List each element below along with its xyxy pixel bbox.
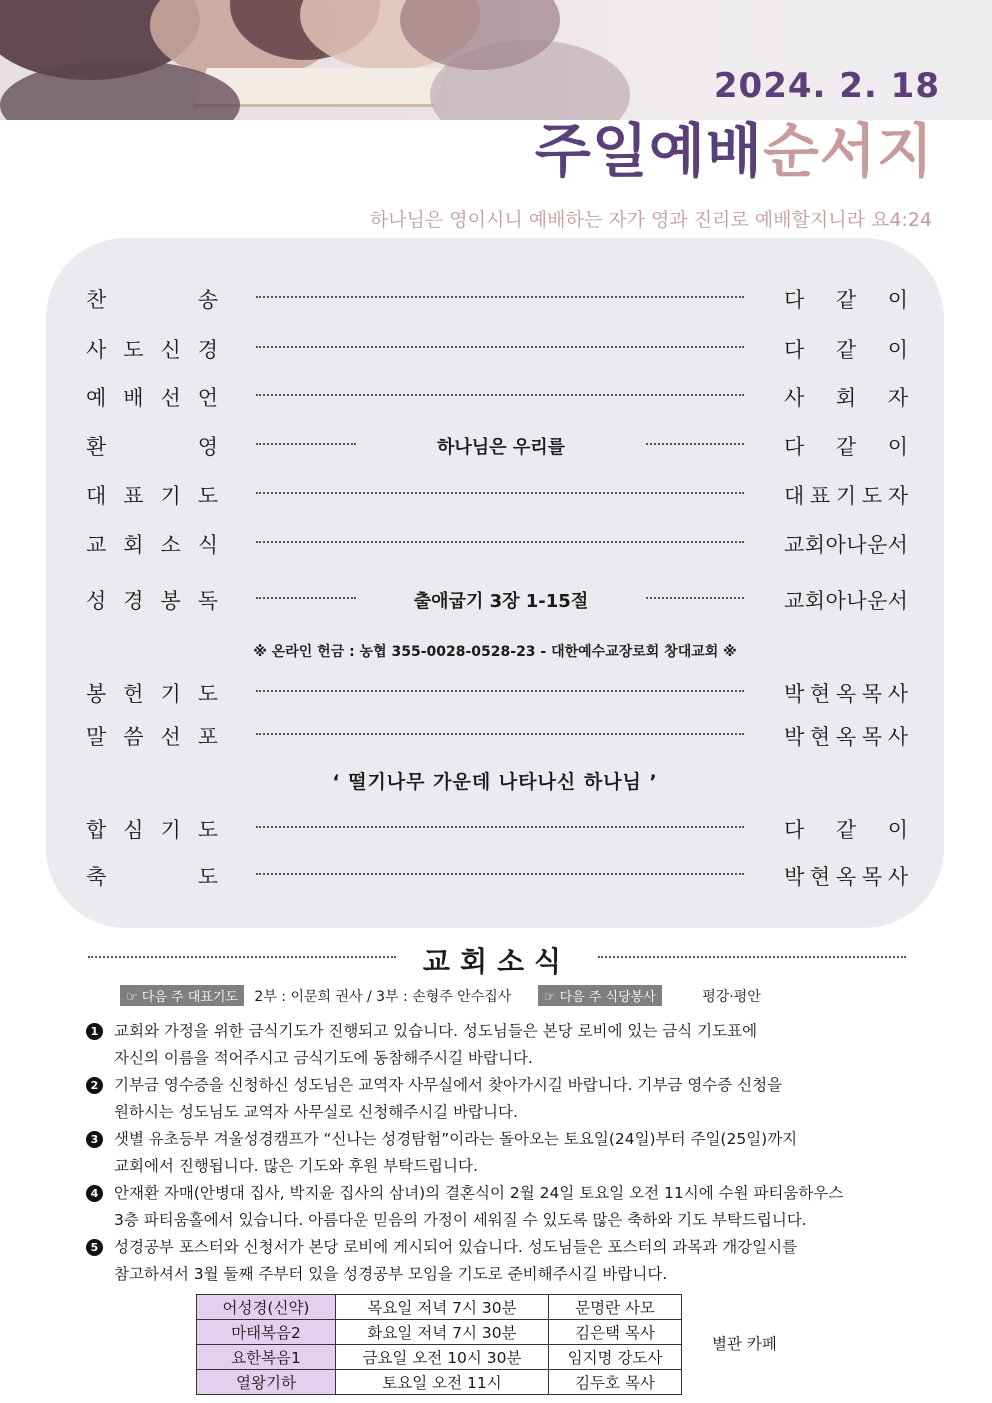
notice-item: [86, 1018, 916, 1072]
next-prayer-tag: ☞ 다음 주 대표기도: [120, 985, 244, 1006]
table-row: [197, 1295, 682, 1320]
order-item: [46, 278, 944, 318]
worship-order-panel: [46, 238, 944, 928]
page-title: [535, 118, 934, 185]
table-row: [197, 1320, 682, 1345]
bible-study-table: [196, 1294, 682, 1395]
order-item-label: 성 경 봉 독: [86, 589, 218, 613]
church-news-title: 교회소식: [422, 945, 572, 978]
church-news-header: [88, 940, 906, 980]
divider-right: [598, 956, 906, 958]
order-item: [46, 523, 944, 563]
order-item-label: 찬 송: [86, 288, 218, 312]
notice-item: [86, 1180, 916, 1234]
study-course: 열왕기하: [197, 1370, 336, 1395]
order-item: [46, 425, 944, 465]
study-time: 화요일 저녁 7시 30분: [336, 1320, 549, 1345]
title-part-order: 순서지: [762, 117, 934, 185]
order-item-leader: 박 현 옥 목 사: [784, 725, 908, 749]
order-item: [46, 715, 944, 755]
service-date: 2024. 2. 18: [713, 66, 940, 106]
dot-leader: [256, 296, 744, 298]
sermon-title: ‘ 떨기나무 가운데 나타나신 하나님 ’: [332, 771, 658, 793]
notice-number-icon: 4: [86, 1185, 103, 1202]
notice-number-icon: 2: [86, 1077, 103, 1094]
notice-number-icon: 3: [86, 1131, 103, 1148]
title-part-worship: 주일예배: [534, 117, 763, 185]
duty-roster: [120, 985, 880, 1009]
order-item-label: 교 회 소 식: [86, 533, 218, 557]
order-item: [46, 376, 944, 416]
study-time: 토요일 오전 11시: [336, 1370, 549, 1395]
notice-line: 교회에서 진행됩니다. 많은 기도와 후원 부탁드립니다.: [114, 1157, 478, 1175]
table-row: [197, 1345, 682, 1370]
study-course: 어성경(신약): [197, 1295, 336, 1320]
study-teacher: 김은택 목사: [549, 1320, 682, 1345]
notice-list: [86, 1018, 916, 1288]
order-item-leader: 교 회 아 나 운 서: [784, 589, 908, 613]
dot-leader: [256, 541, 744, 543]
notice-item: [86, 1126, 916, 1180]
dot-leader: [256, 492, 744, 494]
notice-line: 안재환 자매(안병대 집사, 박지윤 집사의 삼녀)의 결혼식이 2월 24일 토요일 오전 11시에 수원 파티움하우스: [114, 1184, 844, 1202]
order-item: [46, 579, 944, 619]
notice-item: [86, 1072, 916, 1126]
notice-item: [86, 1234, 916, 1288]
study-time: 목요일 저녁 7시 30분: [336, 1295, 549, 1320]
order-item-leader: 박 현 옥 목 사: [784, 865, 908, 889]
notice-line: 교회와 가정을 위한 금식기도가 진행되고 있습니다. 성도님들은 본당 로비에 있는 금식 기도표에: [114, 1022, 758, 1040]
study-teacher: 김두호 목사: [549, 1370, 682, 1395]
order-item-leader: 다 같 이: [784, 288, 908, 312]
notice-number-icon: 1: [86, 1023, 103, 1040]
order-item: [46, 474, 944, 514]
study-course: 요한복음1: [197, 1345, 336, 1370]
order-item-leader: 다 같 이: [784, 338, 908, 362]
order-item: [46, 808, 944, 848]
scripture-verse: 하나님은 영이시니 예배하는 자가 영과 진리로 예배할지니라 요4:24: [369, 209, 932, 231]
notice-number-icon: 5: [86, 1239, 103, 1256]
dot-leader: [256, 826, 744, 828]
next-prayer-text: 2부 : 이문희 권사 / 3부 : 손형주 안수집사: [254, 989, 512, 1005]
order-item-leader: 다 같 이: [784, 818, 908, 842]
online-offering-note: ※ 온라인 헌금 : 농협 355-0028-0528-23 - 대한예수교장로회 창대교회 ※: [253, 644, 737, 660]
order-item: [46, 672, 944, 712]
order-item-label: 축 도: [86, 865, 218, 889]
notice-line: 원하시는 성도님도 교역자 사무실로 신청해주시길 바랍니다.: [114, 1103, 518, 1121]
order-item-leader: 박 현 옥 목 사: [784, 682, 908, 706]
order-item: [46, 328, 944, 368]
dot-leader: [256, 394, 744, 396]
notice-line: 샛별 유초등부 겨울성경캠프가 “신나는 성경탐험”이라는 돌아오는 토요일(24일)부터 주일(25일)까지: [114, 1130, 798, 1148]
dot-leader: [256, 733, 744, 735]
next-meal-text: 평강·평안: [702, 989, 761, 1005]
dot-leader: [256, 873, 744, 875]
dot-leader: [256, 690, 744, 692]
next-meal-tag: ☞ 다음 주 식당봉사: [538, 985, 662, 1006]
dot-leader: [256, 597, 356, 599]
dot-leader: [646, 443, 744, 445]
study-teacher: 문명란 사모: [549, 1295, 682, 1320]
dot-leader: [256, 346, 744, 348]
dot-leader: [646, 597, 744, 599]
order-item-label: 봉 헌 기 도: [86, 682, 218, 706]
order-item-leader: 대 표 기 도 자: [784, 484, 908, 508]
notice-line: 자신의 이름을 적어주시고 금식기도에 동참해주시길 바랍니다.: [114, 1049, 533, 1067]
order-item-detail: 하나님은 우리를: [437, 437, 565, 458]
order-item-label: 대 표 기 도: [86, 484, 218, 508]
notice-line: 참고하셔서 3월 둘째 주부터 있을 성경공부 모임을 기도로 준비해주시길 바랍니다.: [114, 1265, 668, 1283]
table-row: [197, 1370, 682, 1395]
order-item-label: 합 심 기 도: [86, 818, 218, 842]
order-item-leader: 사 회 자: [784, 386, 908, 410]
praying-hands-bible-photo: [0, 0, 600, 120]
order-item-label: 환 영: [86, 435, 218, 459]
notice-line: 성경공부 포스터와 신청서가 본당 로비에 게시되어 있습니다. 성도님들은 포스터의 과목과 개강일시를: [114, 1238, 798, 1256]
study-teacher: 임지명 강도사: [549, 1345, 682, 1370]
order-item-label: 말 씀 선 포: [86, 725, 218, 749]
study-course: 마태복음2: [197, 1320, 336, 1345]
order-item-label: 예 배 선 언: [86, 386, 218, 410]
dot-leader: [256, 443, 356, 445]
order-item-leader: 교 회 아 나 운 서: [784, 533, 908, 557]
order-item-label: 사 도 신 경: [86, 338, 218, 362]
notice-line: 3층 파티움홀에서 있습니다. 아름다운 믿음의 가정이 세워질 수 있도록 많은 축하와 기도 부탁드립니다.: [114, 1211, 807, 1229]
header-banner: [0, 0, 992, 120]
order-item-detail: 출애굽기 3장 1-15절: [413, 591, 589, 612]
study-time: 금요일 오전 10시 30분: [336, 1345, 549, 1370]
notice-line: 기부금 영수증을 신청하신 성도님은 교역자 사무실에서 찾아가시길 바랍니다. 기부금 영수증 신청을: [114, 1076, 783, 1094]
order-item-leader: 다 같 이: [784, 435, 908, 459]
bible-study-place: 별관 카페: [712, 1335, 777, 1353]
order-item: [46, 855, 944, 895]
